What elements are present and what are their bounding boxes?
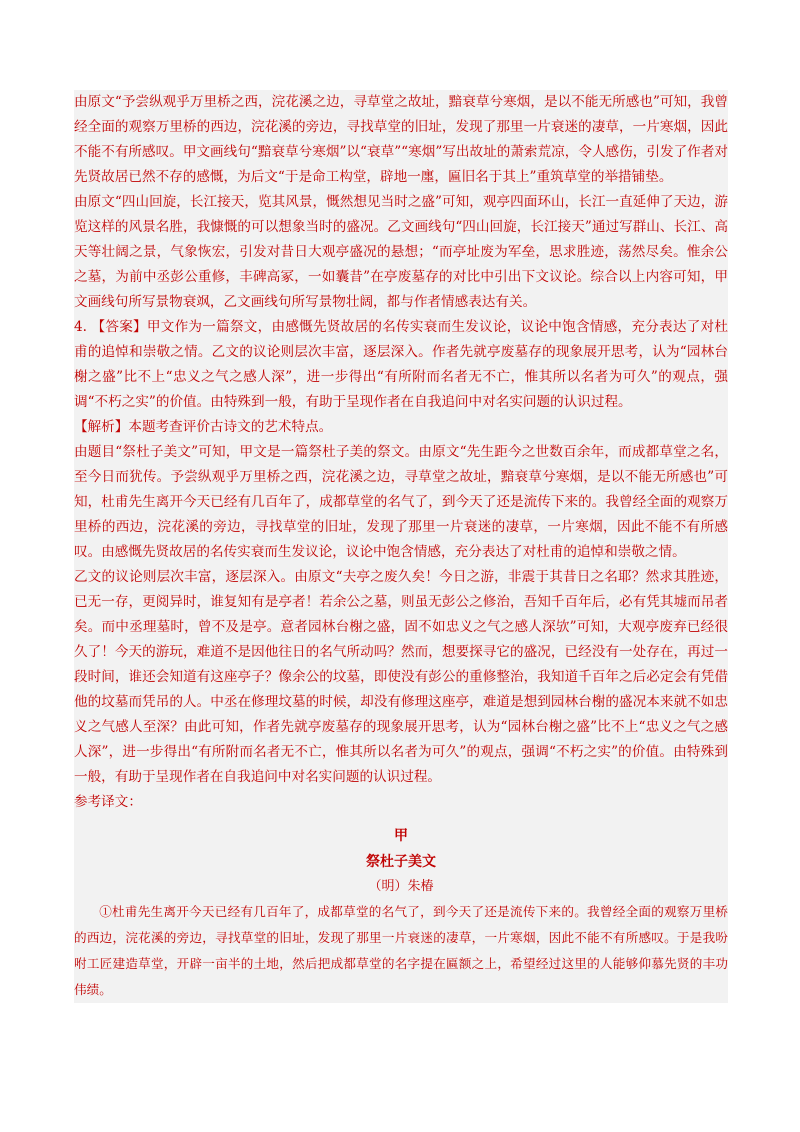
translation-title: 祭杜子美文 [366, 854, 436, 870]
analysis-paragraph-4: 乙文的议论则层次丰富，逐层深入。由原文“夫亭之废久矣！今日之游，非震于其昔日之名耶？然求其胜迹，已无一存，更阅异时，谁复知有是亭者！若余公之墓，则虽无彭公之修治，吾知千百年后，必有凭其墟而吊者矣。而中丞理墓时，曾不及是亭。意者园林台榭之盛，固不如忠义之气之感人深欤”可知，大观亭废弃已经很久了！今天的游玩，难道不是因他往日的名气所动吗？然而，想要探寻它的盛况，已经没有一处存在，再过一段时间，谁还会知道有这座亭子？像余公的坟墓，即使没有彭公的重修整治，我知道千百年之后必定会有凭借他的坟墓而凭吊的人。中丞在修理坟墓的时候，却没有修理这座亭，难道是想到园林台榭的盛况本来就不如忠义之气感人至深？由此可知，作者先就亭废墓存的现象展开思考，认为“园林台榭之盛”比不上“忠义之气之感人深”，进一步得出“有所附而名者无不亡，惟其所以名者为可久”的观点，强调“不朽之实”的价值。由特殊到一般，有助于呈现作者在自我追问中对名实问题的认识过程。 [74, 569, 728, 785]
spacer [74, 815, 728, 823]
answer-section [74, 90, 728, 1003]
analysis-paragraph-1: 由原文“予尝纵观乎万里桥之西，浣花溪之边，寻草堂之故址，黯衰草兮寒烟，是以不能无所感也”可知，我曾经全面的观察万里桥的西边，浣花溪的旁边，寻找草堂的旧址，发现了那里一片衰迷的凄草，一片寒烟，因此不能不有所感叹。甲文画线句“黯衰草兮寒烟”以“衰草”“寒烟”写出故址的萧索荒凉，令人感伤，引发了作者对先贤故居已然不存的感慨，为后文“于是命工构堂，辟地一廛，匾旧名于其上”重筑草堂的举措铺垫。 [74, 94, 728, 185]
answer-paragraph-q4: 4. 【答案】甲文作为一篇祭文，由感慨先贤故居的名传实衰而生发议论，议论中饱含情感，充分表达了对杜甫的追悼和崇敬之情。乙文的议论则层次丰富，逐层深入。作者先就亭废墓存的现象展开思考，认为“园林台榭之盛”比不上“忠义之气之感人深”，进一步得出“有所附而名者无不亡，惟其所以名者为可久”的观点，强调“不朽之实”的价值。由特殊到一般，有助于呈现作者在自我追问中对名实问题的认识过程。 [74, 319, 728, 410]
translation-section-label: 甲 [394, 828, 408, 844]
analysis-paragraph-3: 由题目“祭杜子美文”可知，甲文是一篇祭杜子美的祭文。由原文“先生距今之世数百余年，而成都草堂之名，至今日而犹传。予尝纵观乎万里桥之西，浣花溪之边，寻草堂之故址，黯衰草兮寒烟，是以不能无所感也”可知，杜甫先生离开今天已经有几百年了，成都草堂的名气了，到今天了还是流传下来的。我曾经全面的观察万里桥的西边，浣花溪的旁边，寻找草堂的旧址，发现了那里一片衰迷的凄草，一片寒烟，因此不能不有所感叹。由感慨先贤故居的名传实衰而生发议论，议论中饱含情感，充分表达了对杜甫的追悼和崇敬之情。 [74, 444, 728, 560]
analysis-paragraph-2: 由原文“四山回旋，长江接天，览其风景，慨然想见当时之盛”可知，观亭四面环山，长江一直延伸了天边，游览这样的风景名胜，我慷慨的可以想象当时的盛况。乙文画线句“四山回旋，长江接天”通过写群山、长江、高天等壮阔之景，气象恢宏，引发对昔日大观亭盛况的悬想；“而亭址废为军垒，思求胜迹，荡然尽矣。惟余公之墓，为前中丞彭公重修，丰碑高冢，一如囊昔”在亭废墓存的对比中引出下文议论。综合以上内容可知，甲文画线句所写景物衰飒，乙文画线句所写景物壮阔，都与作者情感表达有关。 [74, 194, 728, 310]
reference-translation-label: 参考译文： [74, 794, 142, 810]
translation-author: （明）朱椿 [368, 879, 434, 894]
translation-body: ①杜甫先生离开今天已经有几百年了，成都草堂的名气了，到今天了还是流传下来的。我曾经全面的观察万里桥的西边，浣花溪的旁边，寻找草堂的旧址，发现了那里一片衰迷的凄草，一片寒烟，因此不能不有所感叹。于是我吩咐工匠建造草堂，开辟一亩半的土地，然后把成都草堂的名字提在匾额之上，希望经过这里的人能够仰慕先贤的丰功伟绩。 [74, 904, 728, 997]
analysis-heading: 【解析】本题考查评价古诗文的艺术特点。 [74, 419, 333, 435]
